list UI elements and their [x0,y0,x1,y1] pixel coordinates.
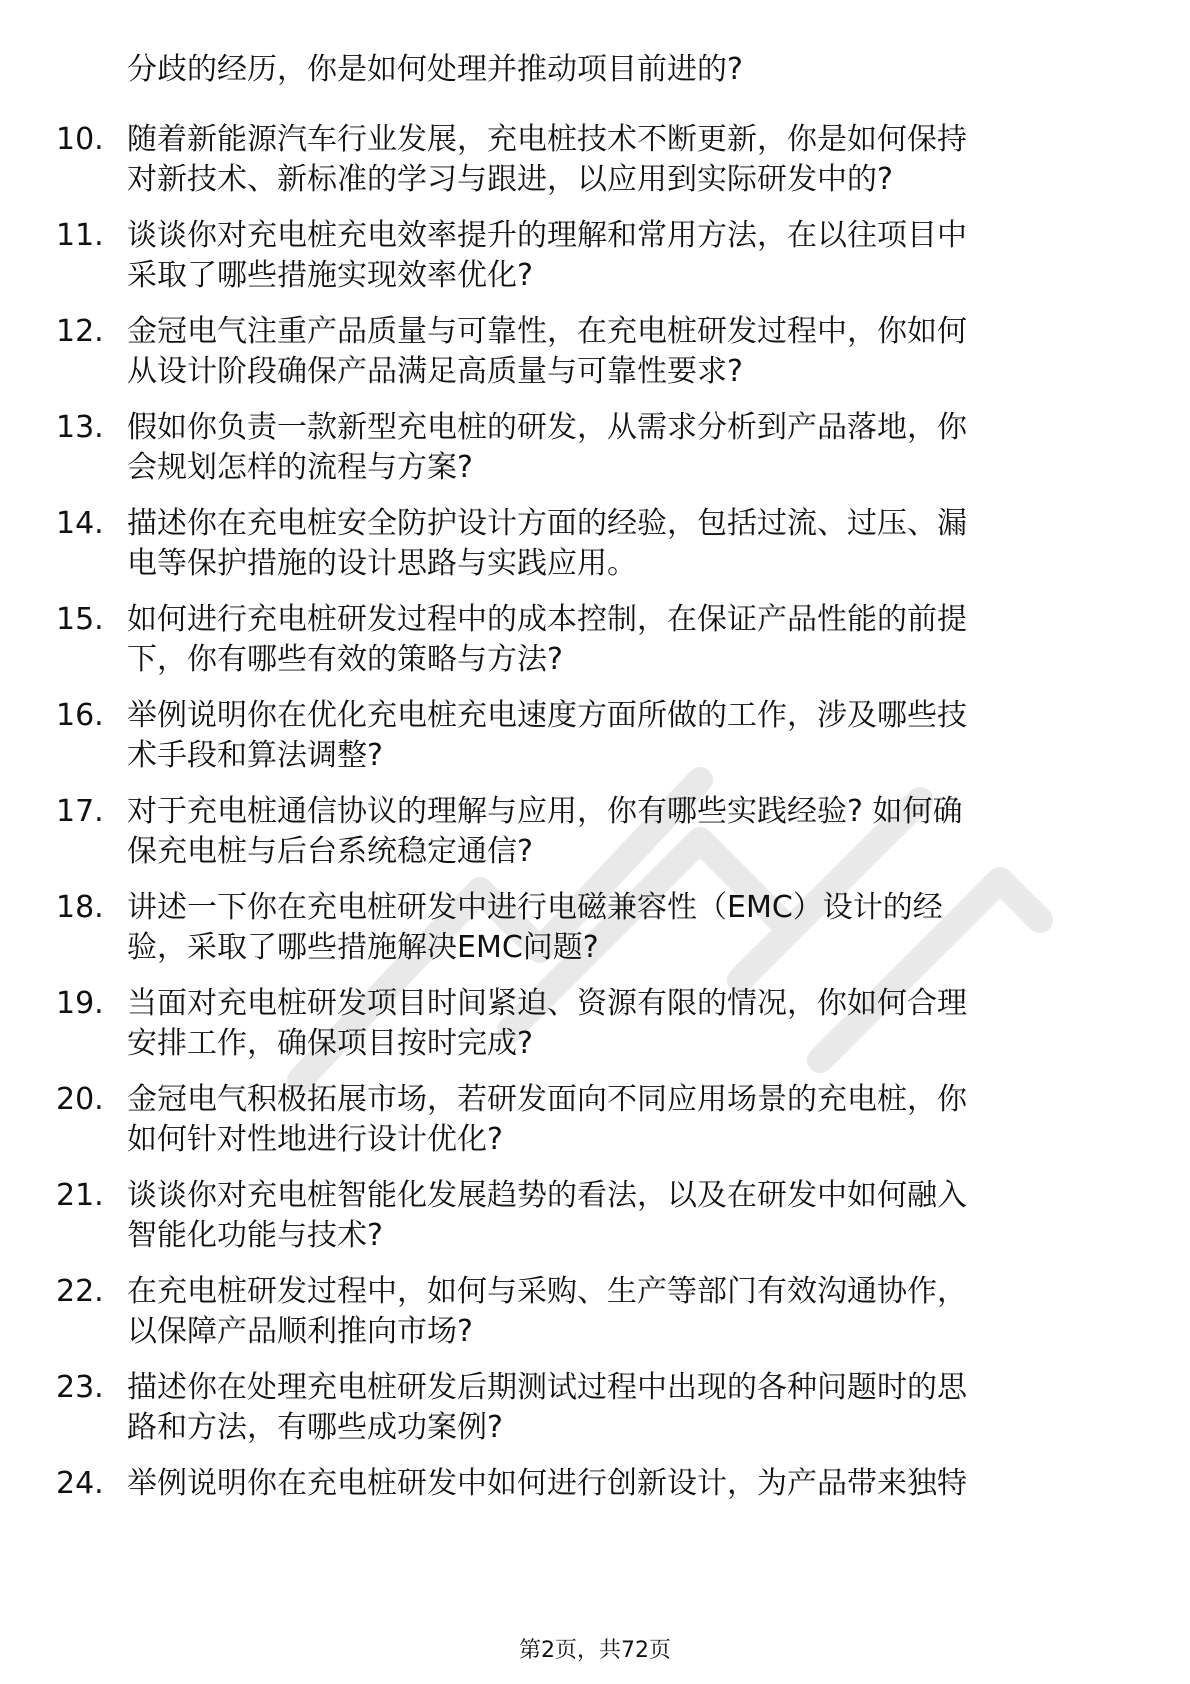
question-number: 14. [56,506,104,541]
question-text-line: 保充电桩与后台系统稳定通信? [127,834,533,869]
question-item [0,1456,1190,1552]
question-text-line: 如何针对性地进行设计优化? [127,1122,503,1157]
question-number: 12. [56,314,104,349]
question-text-line: 从设计阶段确保产品满足高质量与可靠性要求? [127,354,743,389]
question-item [0,880,1190,976]
question-text-line: 假如你负责一款新型充电桩的研发，从需求分析到产品落地，你 [127,410,967,445]
question-item [0,304,1190,400]
question-number: 22. [56,1274,104,1309]
question-item [0,592,1190,688]
question-number: 23. [56,1370,104,1405]
question-item [0,208,1190,304]
question-text-line: 验，采取了哪些措施解决EMC问题? [127,930,599,965]
question-text-line: 讲述一下你在充电桩研发中进行电磁兼容性（EMC）设计的经 [127,890,943,925]
question-text-line: 如何进行充电桩研发过程中的成本控制，在保证产品性能的前提 [127,602,967,637]
question-text-line: 智能化功能与技术? [127,1218,383,1253]
question-text-line: 金冠电气注重产品质量与可靠性，在充电桩研发过程中，你如何 [127,314,967,349]
question-list [0,112,1190,1552]
question-text-line: 采取了哪些措施实现效率优化? [127,258,533,293]
question-text-line: 描述你在充电桩安全防护设计方面的经验，包括过流、过压、漏 [127,506,967,541]
question-text-line: 安排工作，确保项目按时完成? [127,1026,533,1061]
question-item [0,976,1190,1072]
question-text-line: 随着新能源汽车行业发展，充电桩技术不断更新，你是如何保持 [127,122,967,157]
question-number: 10. [56,122,104,157]
question-text-line: 下，你有哪些有效的策略与方法? [127,642,563,677]
question-number: 17. [56,794,104,829]
question-number: 18. [56,890,104,925]
question-text-line: 在充电桩研发过程中，如何与采购、生产等部门有效沟通协作， [127,1274,967,1309]
question-text-line: 谈谈你对充电桩充电效率提升的理解和常用方法，在以往项目中 [127,218,967,253]
question-text-line: 当面对充电桩研发项目时间紧迫、资源有限的情况，你如何合理 [127,986,967,1021]
question-text-line: 金冠电气积极拓展市场，若研发面向不同应用场景的充电桩，你 [127,1082,967,1117]
question-text-line: 描述你在处理充电桩研发后期测试过程中出现的各种问题时的思 [127,1370,967,1405]
question-item [0,496,1190,592]
question-item [0,1360,1190,1456]
question-text-line: 举例说明你在充电桩研发中如何进行创新设计，为产品带来独特 [127,1466,967,1501]
continuation-text: 分歧的经历，你是如何处理并推动项目前进的? [127,52,743,87]
question-text-line: 电等保护措施的设计思路与实践应用。 [127,546,637,581]
question-number: 20. [56,1082,104,1117]
question-number: 24. [56,1466,104,1501]
question-item [0,1264,1190,1360]
question-item [0,400,1190,496]
question-text-line: 术手段和算法调整? [127,738,383,773]
question-number: 11. [56,218,104,253]
question-item [0,784,1190,880]
question-text-line: 对于充电桩通信协议的理解与应用，你有哪些实践经验? 如何确 [127,794,963,829]
question-number: 15. [56,602,104,637]
question-item [0,688,1190,784]
question-item [0,1072,1190,1168]
question-number: 16. [56,698,104,733]
question-number: 19. [56,986,104,1021]
question-text-line: 会规划怎样的流程与方案? [127,450,473,485]
question-number: 21. [56,1178,104,1213]
question-number: 13. [56,410,104,445]
question-text-line: 谈谈你对充电桩智能化发展趋势的看法，以及在研发中如何融入 [127,1178,967,1213]
question-text-line: 对新技术、新标准的学习与跟进，以应用到实际研发中的? [127,162,893,197]
question-item [0,112,1190,208]
question-text-line: 路和方法，有哪些成功案例? [127,1410,503,1445]
question-text-line: 举例说明你在优化充电桩充电速度方面所做的工作，涉及哪些技 [127,698,967,733]
question-text-line: 以保障产品顺利推向市场? [127,1314,473,1349]
question-item [0,1168,1190,1264]
page-footer: 第2页，共72页 [519,1638,671,1663]
